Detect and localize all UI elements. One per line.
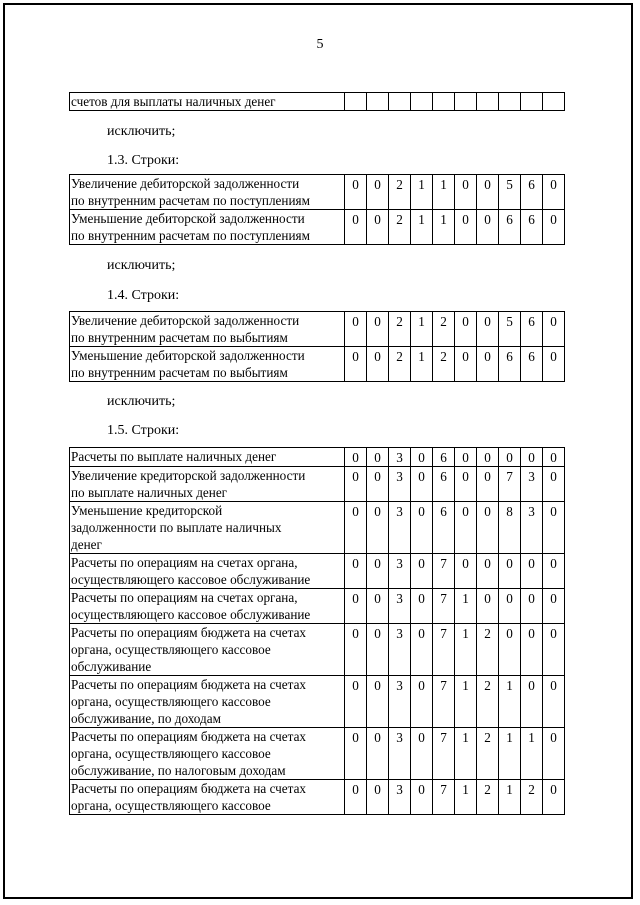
code-digit: 6 [521, 175, 543, 210]
code-digit: 0 [411, 554, 433, 589]
row-name: Расчеты по операциям бюджета на счетах органа, осуществляющего кассовое [70, 780, 345, 815]
code-digit: 3 [389, 448, 411, 467]
code-digit [389, 93, 411, 111]
code-digit: 5 [499, 312, 521, 347]
code-digit: 3 [521, 502, 543, 554]
code-digit: 0 [543, 175, 565, 210]
code-digit: 0 [521, 554, 543, 589]
table-row [70, 312, 565, 347]
code-digit: 0 [521, 589, 543, 624]
code-digit: 6 [433, 448, 455, 467]
code-digit [477, 93, 499, 111]
code-digit: 6 [433, 467, 455, 502]
code-digit: 0 [411, 624, 433, 676]
table-row [70, 624, 565, 676]
code-digit: 2 [477, 780, 499, 815]
code-digit: 0 [455, 175, 477, 210]
code-digit: 7 [433, 676, 455, 728]
code-digit: 2 [477, 728, 499, 780]
code-digit: 0 [543, 347, 565, 382]
code-digit: 0 [543, 589, 565, 624]
code-digit: 2 [477, 624, 499, 676]
code-digit: 2 [389, 347, 411, 382]
code-digit: 3 [389, 780, 411, 815]
table-1-5 [69, 447, 565, 815]
code-digit: 0 [455, 448, 477, 467]
code-digit: 6 [521, 210, 543, 245]
code-digit: 0 [521, 676, 543, 728]
code-digit: 6 [499, 347, 521, 382]
section-heading-1-5: 1.5. Строки: [107, 423, 180, 438]
code-digit: 1 [433, 210, 455, 245]
code-digit: 3 [389, 676, 411, 728]
code-digit: 3 [389, 554, 411, 589]
code-digit: 0 [455, 554, 477, 589]
code-digit: 1 [455, 728, 477, 780]
code-digit: 0 [455, 312, 477, 347]
row-name: Расчеты по выплате наличных денег [70, 448, 345, 467]
code-digit: 0 [477, 589, 499, 624]
code-digit: 0 [345, 676, 367, 728]
code-digit: 1 [521, 728, 543, 780]
code-digit: 0 [521, 624, 543, 676]
row-name: Расчеты по операциям на счетах органа, осуществляющего кассовое обслуживание [70, 554, 345, 589]
code-digit: 0 [367, 448, 389, 467]
code-digit [543, 93, 565, 111]
code-digit: 5 [499, 175, 521, 210]
exclude-text-2: исключить; [107, 258, 176, 273]
code-digit: 0 [345, 467, 367, 502]
code-digit: 3 [521, 467, 543, 502]
code-digit: 0 [367, 554, 389, 589]
code-digit: 0 [345, 502, 367, 554]
exclude-text-3: исключить; [107, 394, 176, 409]
section-heading-1-4: 1.4. Строки: [107, 288, 180, 303]
code-digit: 1 [411, 312, 433, 347]
row-name: Увеличение дебиторской задолженности по внутренним расчетам по выбытиям [70, 312, 345, 347]
code-digit: 0 [543, 728, 565, 780]
code-digit: 0 [543, 502, 565, 554]
code-digit: 0 [367, 589, 389, 624]
code-digit: 0 [367, 624, 389, 676]
code-digit: 3 [389, 502, 411, 554]
table-row [70, 210, 565, 245]
code-digit: 0 [543, 312, 565, 347]
code-digit [455, 93, 477, 111]
code-digit: 0 [367, 347, 389, 382]
code-digit: 0 [367, 728, 389, 780]
code-digit: 0 [543, 448, 565, 467]
code-digit: 0 [345, 312, 367, 347]
table-row [70, 467, 565, 502]
table-row [70, 93, 565, 111]
code-digit [499, 93, 521, 111]
code-digit: 7 [433, 624, 455, 676]
code-digit: 0 [367, 467, 389, 502]
code-digit: 0 [477, 448, 499, 467]
exclude-text-1: исключить; [107, 124, 176, 139]
code-digit: 0 [345, 624, 367, 676]
code-digit: 0 [543, 554, 565, 589]
code-digit: 3 [389, 589, 411, 624]
code-digit: 2 [477, 676, 499, 728]
code-digit: 0 [367, 175, 389, 210]
code-digit: 6 [499, 210, 521, 245]
code-digit: 1 [411, 347, 433, 382]
row-name: Уменьшение кредиторской задолженности по выплате наличных денег [70, 502, 345, 554]
table-row [70, 780, 565, 815]
table-row [70, 676, 565, 728]
code-digit: 0 [411, 502, 433, 554]
row-name: Уменьшение дебиторской задолженности по внутренним расчетам по выбытиям [70, 347, 345, 382]
row-name: счетов для выплаты наличных денег [70, 93, 345, 111]
code-digit: 0 [411, 589, 433, 624]
code-digit: 0 [455, 467, 477, 502]
top-table [69, 92, 565, 111]
code-digit: 0 [521, 448, 543, 467]
table-row [70, 554, 565, 589]
code-digit: 7 [499, 467, 521, 502]
code-digit: 0 [499, 448, 521, 467]
code-digit: 0 [543, 780, 565, 815]
code-digit: 0 [411, 448, 433, 467]
code-digit: 2 [433, 312, 455, 347]
code-digit: 0 [543, 467, 565, 502]
code-digit: 2 [389, 210, 411, 245]
code-digit: 0 [455, 502, 477, 554]
row-name: Расчеты по операциям бюджета на счетах органа, осуществляющего кассовое обслуживание, по налоговым доходам [70, 728, 345, 780]
code-digit: 3 [389, 624, 411, 676]
page-number: 5 [316, 37, 324, 52]
code-digit: 0 [345, 554, 367, 589]
code-digit: 0 [411, 728, 433, 780]
code-digit: 7 [433, 554, 455, 589]
code-digit [411, 93, 433, 111]
code-digit: 0 [345, 780, 367, 815]
code-digit: 0 [543, 210, 565, 245]
row-name: Расчеты по операциям на счетах органа, осуществляющего кассовое обслуживание [70, 589, 345, 624]
code-digit: 0 [477, 554, 499, 589]
code-digit: 1 [411, 210, 433, 245]
code-digit: 6 [521, 347, 543, 382]
code-digit [521, 93, 543, 111]
code-digit: 0 [345, 728, 367, 780]
code-digit: 1 [455, 780, 477, 815]
code-digit: 0 [411, 467, 433, 502]
code-digit: 1 [455, 589, 477, 624]
code-digit: 0 [499, 624, 521, 676]
table-row [70, 347, 565, 382]
code-digit: 0 [367, 502, 389, 554]
table-1-4 [69, 311, 565, 382]
row-name: Увеличение кредиторской задолженности по выплате наличных денег [70, 467, 345, 502]
table-row [70, 175, 565, 210]
code-digit: 2 [389, 175, 411, 210]
code-digit: 0 [543, 624, 565, 676]
code-digit: 1 [455, 624, 477, 676]
table-row [70, 448, 565, 467]
code-digit: 0 [345, 589, 367, 624]
code-digit: 0 [367, 780, 389, 815]
code-digit: 0 [477, 175, 499, 210]
code-digit: 0 [499, 554, 521, 589]
code-digit: 0 [477, 347, 499, 382]
code-digit: 0 [477, 502, 499, 554]
row-name: Увеличение дебиторской задолженности по внутренним расчетам по поступлениям [70, 175, 345, 210]
code-digit: 7 [433, 589, 455, 624]
table-1-3 [69, 174, 565, 245]
code-digit: 0 [477, 312, 499, 347]
code-digit: 1 [433, 175, 455, 210]
code-digit: 1 [499, 676, 521, 728]
code-digit: 7 [433, 728, 455, 780]
code-digit [433, 93, 455, 111]
code-digit: 0 [345, 175, 367, 210]
code-digit: 6 [433, 502, 455, 554]
code-digit: 0 [455, 210, 477, 245]
code-digit [367, 93, 389, 111]
table-row [70, 728, 565, 780]
code-digit: 0 [455, 347, 477, 382]
code-digit: 0 [345, 210, 367, 245]
code-digit: 1 [455, 676, 477, 728]
code-digit: 1 [411, 175, 433, 210]
row-name: Уменьшение дебиторской задолженности по внутренним расчетам по поступлениям [70, 210, 345, 245]
code-digit: 2 [389, 312, 411, 347]
code-digit: 2 [433, 347, 455, 382]
row-name: Расчеты по операциям бюджета на счетах органа, осуществляющего кассовое обслуживание [70, 624, 345, 676]
code-digit: 0 [367, 312, 389, 347]
code-digit: 8 [499, 502, 521, 554]
row-name: Расчеты по операциям бюджета на счетах органа, осуществляющего кассовое обслуживание, по доходам [70, 676, 345, 728]
table-row [70, 502, 565, 554]
table-row [70, 589, 565, 624]
section-heading-1-3: 1.3. Строки: [107, 153, 180, 168]
code-digit: 0 [345, 448, 367, 467]
code-digit: 0 [477, 210, 499, 245]
code-digit: 3 [389, 728, 411, 780]
code-digit: 6 [521, 312, 543, 347]
code-digit: 0 [345, 347, 367, 382]
code-digit: 0 [499, 589, 521, 624]
code-digit: 0 [367, 210, 389, 245]
code-digit [345, 93, 367, 111]
code-digit: 7 [433, 780, 455, 815]
code-digit: 0 [411, 676, 433, 728]
code-digit: 3 [389, 467, 411, 502]
code-digit: 1 [499, 728, 521, 780]
code-digit: 0 [477, 467, 499, 502]
code-digit: 1 [499, 780, 521, 815]
code-digit: 0 [367, 676, 389, 728]
code-digit: 2 [521, 780, 543, 815]
code-digit: 0 [543, 676, 565, 728]
code-digit: 0 [411, 780, 433, 815]
